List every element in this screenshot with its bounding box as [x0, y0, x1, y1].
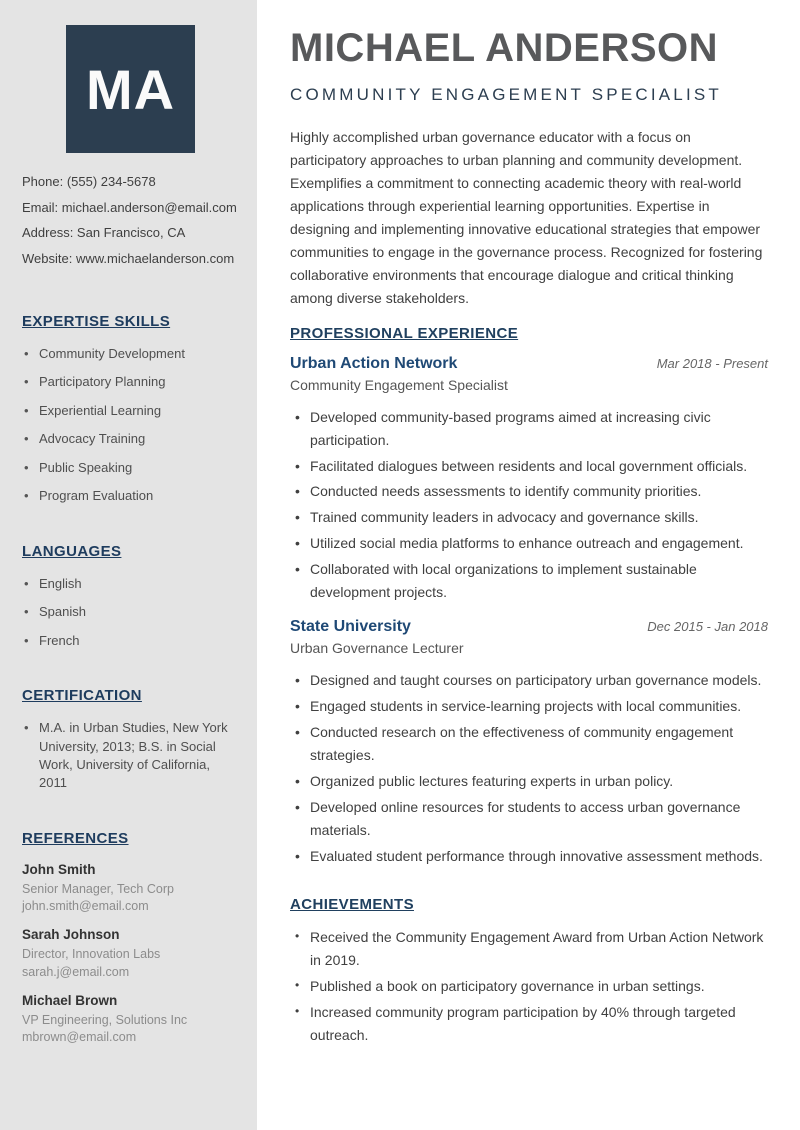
job-subtitle: COMMUNITY ENGAGEMENT SPECIALIST — [290, 85, 723, 104]
certification-section — [22, 687, 239, 793]
sidebar — [0, 0, 257, 1130]
reference-name: Michael Brown — [22, 992, 118, 1008]
page-title: MICHAEL ANDERSON — [290, 26, 719, 70]
achievements-list — [290, 926, 768, 1047]
achievement-bullet: • Increased community program participation by 40% through targeted outreach. — [290, 1001, 768, 1047]
job-dates: Mar 2018 - Present — [656, 355, 768, 371]
job-role: Community Engagement Specialist — [290, 376, 508, 393]
reference-email: john.smith@email.com — [22, 899, 149, 914]
skill-item: • Program Evaluation — [22, 487, 239, 505]
main-content — [257, 0, 800, 1130]
contact-phone: Phone: (555) 234-5678 — [22, 174, 156, 189]
reference-email: sarah.j@email.com — [22, 964, 130, 979]
skills-section-title: EXPERTISE SKILLS — [22, 313, 171, 330]
references-section — [22, 830, 239, 1047]
job-bullet: • Organized public lectures featuring experts in urban policy. — [290, 770, 768, 793]
reference-email: mbrown@email.com — [22, 1030, 137, 1045]
job-header — [290, 618, 768, 636]
contact-email: Email: michael.anderson@email.com — [22, 199, 237, 215]
summary-paragraph: Highly accomplished urban governance educator with a focus on participatory approaches to urban planning and community development. Exemplifies a commitment to connecting academic theory with real-world applications through experiential learning opportunities. Expertise in designing and implementing innovative educational strategies that empower communities to engage in the governance process. Recognized for fostering collaborative environments that encourage dialogue and critical thinking among diverse stakeholders. — [290, 129, 763, 306]
reference-role: VP Engineering, Solutions Inc — [22, 1012, 188, 1027]
monogram-avatar — [66, 25, 195, 153]
spacer — [22, 516, 239, 543]
languages-list — [22, 575, 239, 650]
achievements-section-title: ACHIEVEMENTS — [290, 895, 414, 913]
job-bullet: • Developed community-based programs aimed at increasing civic participation. — [290, 406, 768, 452]
job-bullet-list — [290, 669, 768, 868]
job-bullet: • Evaluated student performance through innovative assessment methods. — [290, 845, 768, 868]
skill-item: • Advocacy Training — [22, 430, 239, 448]
skill-item: • Community Development — [22, 345, 239, 363]
spacer — [290, 882, 768, 896]
job-dates: Dec 2015 - Jan 2018 — [647, 619, 768, 635]
references-section-title: REFERENCES — [22, 829, 129, 847]
skills-section — [22, 313, 239, 506]
skill-item: • Public Speaking — [22, 459, 239, 477]
monogram-initials: MA — [85, 57, 176, 121]
achievement-bullet: • Received the Community Engagement Award from Urban Action Network in 2019. — [290, 926, 768, 972]
job-role: Urban Governance Lecturer — [290, 640, 464, 657]
skills-list — [22, 345, 239, 506]
language-item: • English — [22, 575, 239, 593]
spacer — [22, 660, 239, 687]
achievement-bullet: • Published a book on participatory governance in urban settings. — [290, 975, 768, 998]
spacer — [22, 277, 239, 313]
job-bullet-list — [290, 406, 768, 605]
job-entry — [290, 618, 768, 868]
reference-entry — [22, 993, 239, 1047]
certification-list — [22, 719, 239, 793]
contact-address: Address: San Francisco, CA — [22, 225, 186, 240]
job-header — [290, 355, 768, 373]
certification-item: • M.A. in Urban Studies, New York University, 2013; B.S. in Social Work, University of California, 2011 — [22, 719, 239, 793]
company-name: Urban Action Network — [290, 354, 458, 372]
reference-role: Senior Manager, Tech Corp — [22, 881, 174, 896]
reference-entry — [22, 862, 239, 916]
languages-section — [22, 543, 239, 650]
language-item: • Spanish — [22, 603, 239, 621]
job-bullet: • Facilitated dialogues between residents and local government officials. — [290, 455, 768, 478]
language-item: • French — [22, 632, 239, 650]
certification-section-title: CERTIFICATION — [22, 687, 142, 705]
job-bullet: • Collaborated with local organizations to implement sustainable development projects. — [290, 558, 768, 604]
job-entry — [290, 355, 768, 605]
skill-item: • Participatory Planning — [22, 373, 239, 391]
experience-section-title: PROFESSIONAL EXPERIENCE — [290, 324, 519, 342]
skill-item: • Experiential Learning — [22, 402, 239, 420]
job-bullet: • Trained community leaders in advocacy and governance skills. — [290, 506, 768, 529]
job-bullet: • Conducted research on the effectiveness of community engagement strategies. — [290, 721, 768, 767]
company-name: State University — [290, 618, 411, 636]
languages-section-title: LANGUAGES — [22, 542, 122, 560]
job-bullet: • Developed online resources for students to access urban governance materials. — [290, 796, 768, 842]
job-bullet: • Conducted needs assessments to identify community priorities. — [290, 480, 768, 503]
job-bullet: • Designed and taught courses on participatory urban governance models. — [290, 669, 768, 692]
reference-name: Sarah Johnson — [22, 927, 120, 943]
reference-entry — [22, 927, 239, 981]
reference-role: Director, Innovation Labs — [22, 947, 161, 962]
job-bullet: • Utilized social media platforms to enhance outreach and engagement. — [290, 532, 768, 555]
spacer — [22, 803, 239, 830]
contact-website: Website: www.michaelanderson.com — [22, 250, 235, 266]
job-bullet: • Engaged students in service-learning projects with local communities. — [290, 695, 768, 718]
reference-name: John Smith — [22, 861, 96, 877]
